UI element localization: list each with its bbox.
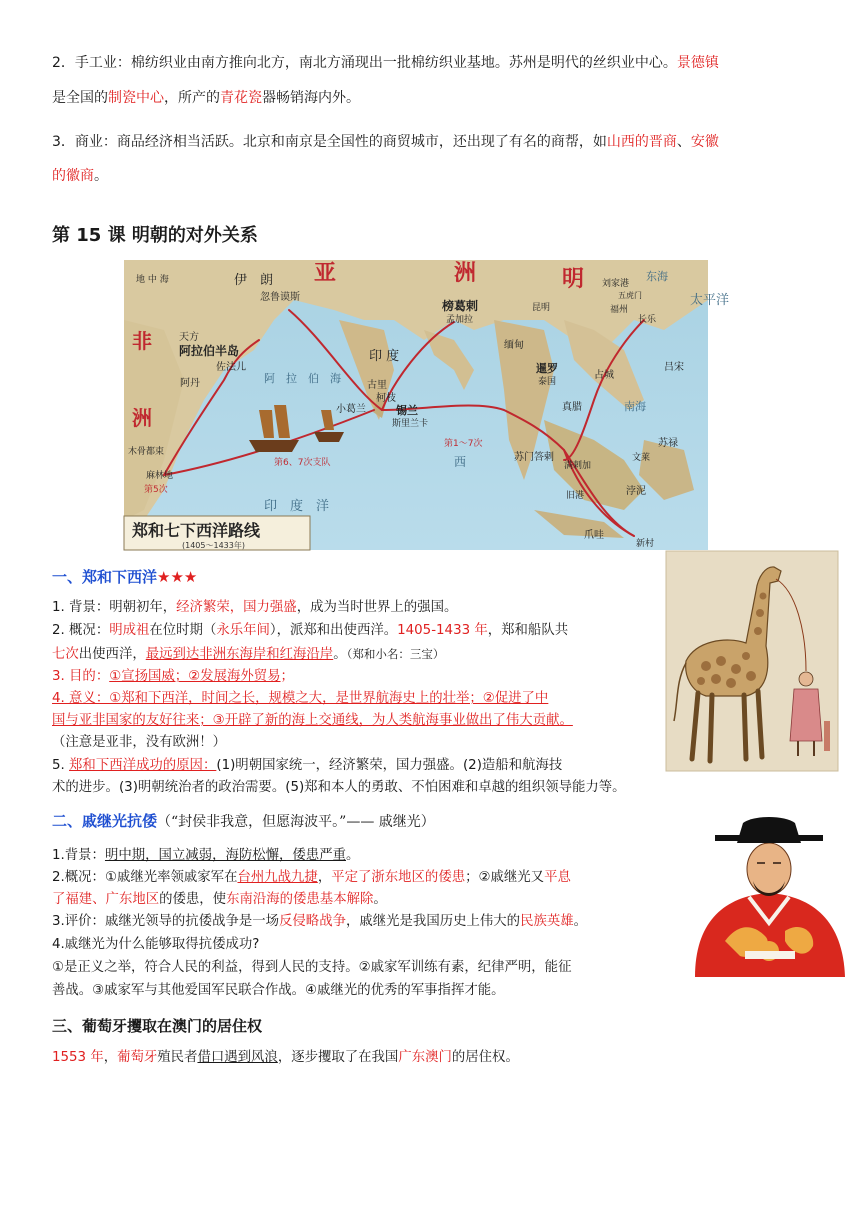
map-years: (1405～1433年) <box>182 541 245 550</box>
map-label-ceylon: 锡兰 <box>396 404 418 417</box>
map-label-asia2: 洲 <box>454 261 477 286</box>
zhenghe-reasons-line2: 术的进步。(3)明朝统治者的政治需要。(5)郑和本人的勇敢、不怕困难和卓越的组织领导能力等。 <box>52 780 626 795</box>
map-label-yunnan: 缅甸 <box>504 340 524 351</box>
map-label-calicut: 古里 <box>367 380 387 391</box>
map-label-trip67: 第6、7次支队 <box>274 458 331 468</box>
map-label-trip5: 第5次 <box>144 485 168 495</box>
zhenghe-significance-line1: 4. 意义：①郑和下西洋，时间之长，规模之大，是世界航海史上的壮举；②促进了中 <box>52 691 549 706</box>
map-label-sulu: 苏禄 <box>658 438 678 449</box>
zhenghe-reasons-line1: 5. 郑和下西洋成功的原因：(1)明朝国家统一，经济繁荣，国力强盛。(2)造船和航海技 <box>52 758 563 773</box>
section-qijiguang-title: 二、戚继光抗倭 <box>52 812 158 830</box>
map-label-sumatra: 苏门答剌 <box>514 452 554 463</box>
qijiguang-background: 1.背景：明中期，国立减弱，海防松懈，倭患严重。 <box>52 848 360 863</box>
giraffe-painting-image <box>666 551 838 771</box>
map-title: 郑和七下西洋路线 <box>132 521 261 540</box>
map-label-wuhumen: 五虎门 <box>618 291 642 300</box>
qijiguang-overview-line1: 2.概况：①戚继光率领戚家军在台州九战九捷，平定了浙东地区的倭患；②戚继光又平息 <box>52 870 571 885</box>
map-label-ming: 明 <box>562 267 585 292</box>
map-label-hormuz: 忽鲁谟斯 <box>260 292 300 303</box>
map-label-east-sea: 东海 <box>646 270 668 283</box>
map-label-west: 西 <box>454 455 467 469</box>
map-label-zhancheng: 占城 <box>594 370 614 381</box>
map-label-asia1: 亚 <box>314 261 337 286</box>
map-label-pacific: 太平洋 <box>690 293 730 308</box>
map-label-wenlai: 文莱 <box>632 453 651 463</box>
map-label-siam: 暹罗 <box>536 362 558 375</box>
map-label-palembang: 旧港 <box>566 491 585 501</box>
map-label-java: 爪哇 <box>584 530 604 541</box>
map-label-iran: 伊 朗 <box>234 273 274 288</box>
zhenghe-overview-line2: 七次出使西洋，最远到达非洲东海岸和红海沿岸。（郑和小名：三宝） <box>52 647 445 662</box>
qijiguang-answer-line2: 善战。③戚家军与其他爱国军民联合作战。④戚继光的优秀的军事指挥才能。 <box>52 983 505 998</box>
map-label-india: 印 度 <box>369 349 400 364</box>
map-label-thailand: 泰国 <box>538 377 557 387</box>
qi-jiguang-portrait-image <box>685 801 853 977</box>
map-label-changle: 长乐 <box>638 315 657 325</box>
para-commerce-line2: 的徽商。 <box>52 168 108 184</box>
map-label-malacca: 满剌加 <box>564 461 592 471</box>
qijiguang-overview-line2: 了福建、广东地区的倭患，使东南沿海的倭患基本解除。 <box>52 892 387 907</box>
map-label-liujiagang: 刘家港 <box>602 279 630 289</box>
para-handicraft-line1: 2．手工业：棉纺织业由南方推向北方，南北方涌现出一批棉纺织业基地。苏州是明代的丝织业中心。景德镇 <box>52 55 719 71</box>
para-commerce-line1: 3．商业：商品经济相当活跃。北京和南京是全国性的商贸城市，还出现了有名的商帮，如山西的晋商、安徽 <box>52 134 719 150</box>
map-label-south-sea: 南海 <box>624 400 646 413</box>
map-label-mogadishu: 木骨都束 <box>128 447 165 457</box>
map-label-indian-ocean: 印 度 洋 <box>264 499 330 514</box>
map-label-africa2: 洲 <box>132 406 152 430</box>
map-label-arabian-sea: 阿 拉 伯 海 <box>264 372 341 385</box>
map-label-mombasa: 麻林地 <box>146 471 174 481</box>
zheng-he-voyage-map <box>124 260 730 550</box>
star-rating: ★★★ <box>157 568 198 586</box>
map-label-trip1: 第1～7次 <box>444 439 483 449</box>
section-zhenghe-title: 一、郑和下西洋★★★ <box>52 568 198 586</box>
map-label-bengal: 榜葛剌 <box>442 299 479 313</box>
map-label-cochin: 柯枝 <box>376 393 396 404</box>
zhenghe-background: 1. 背景：明朝初年，经济繁荣，国力强盛，成为当时世界上的强国。 <box>52 600 458 615</box>
map-label-sri: 斯里兰卡 <box>392 419 429 429</box>
map-label-luzon: 吕宋 <box>664 362 684 373</box>
map-label-zufar: 佐法儿 <box>216 362 246 373</box>
map-label-chittagong: 孟加拉 <box>446 315 474 325</box>
map-label-borneo: 浡泥 <box>626 486 646 497</box>
map-label-aden: 阿丹 <box>180 378 200 389</box>
map-label-newvillage: 新村 <box>636 539 655 549</box>
qijiguang-evaluation: 3.评价：戚继光领导的抗倭战争是一场反侵略战争，戚继光是我国历史上伟大的民族英雄。 <box>52 914 588 929</box>
lesson-title: 第 15 课 明朝的对外关系 <box>52 225 258 246</box>
zhenghe-purpose: 3. 目的：①宣扬国威；②发展海外贸易； <box>52 669 294 684</box>
section-qijiguang-heading <box>52 810 435 831</box>
map-label-arabia: 阿拉伯半岛 <box>179 344 240 358</box>
map-label-fuzhou: 福州 <box>610 305 629 315</box>
zhenghe-significance-line2: 国与亚非国家的友好往来；③开辟了新的海上交通线，为人类航海事业做出了伟大贡献。 <box>52 713 573 728</box>
map-label-mediterranean: 地 中 海 <box>136 275 169 285</box>
para-handicraft-line2: 是全国的制瓷中心，所产的青花瓷器畅销海内外。 <box>52 90 360 106</box>
macau-paragraph: 1553 年，葡萄牙殖民者借口遇到风浪，逐步攫取了在我国广东澳门的居住权。 <box>52 1050 519 1065</box>
qijiguang-answer-line1: ①是正义之举，符合人民的利益，得到人民的支持。②戚家军训练有素，纪律严明，能征 <box>52 960 572 975</box>
map-label-zhenla: 真腊 <box>562 402 582 413</box>
map-label-mecca: 天方 <box>179 332 199 343</box>
map-label-africa1: 非 <box>132 329 152 353</box>
section-macau-title: 三、葡萄牙攫取在澳门的居住权 <box>52 1017 263 1035</box>
zhenghe-overview-line1: 2. 概况：明成祖在位时期（永乐年间），派郑和出使西洋。1405-1433 年，郑和船队共 <box>52 623 569 638</box>
map-label-quilon: 小葛兰 <box>336 404 366 415</box>
map-label-kunming: 昆明 <box>532 303 551 313</box>
zhenghe-note: （注意是亚非，没有欧洲！） <box>52 735 227 750</box>
qijiguang-question: 4.戚继光为什么能够取得抗倭成功? <box>52 937 260 952</box>
section-qijiguang-quote: （“封侯非我意，但愿海波平。”—— 戚继光） <box>157 814 435 830</box>
